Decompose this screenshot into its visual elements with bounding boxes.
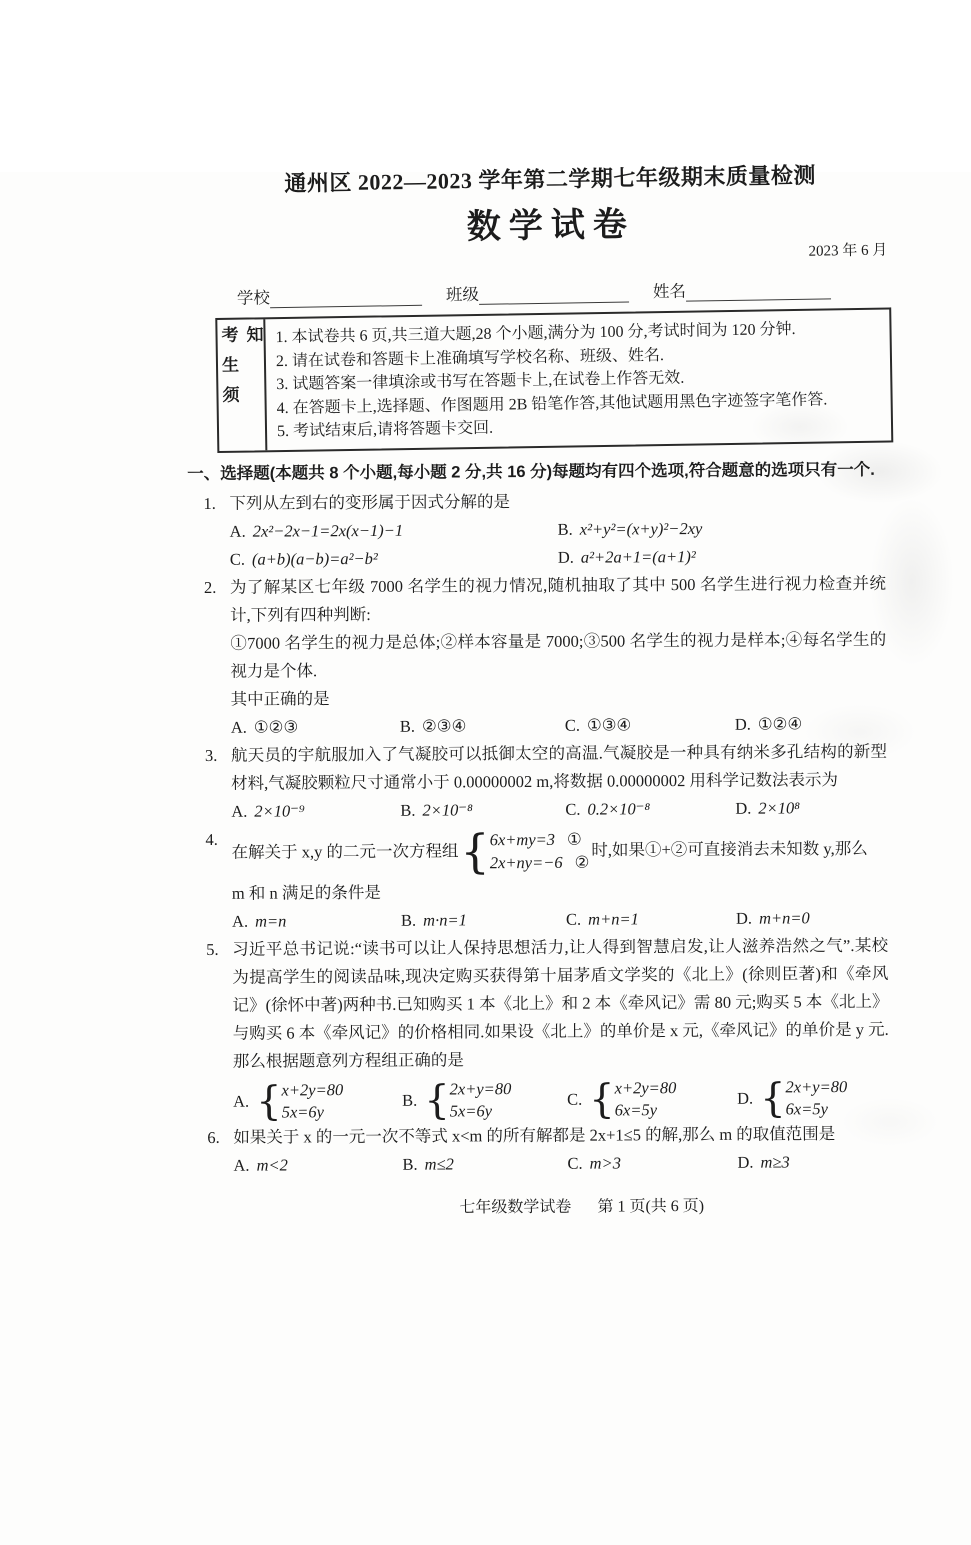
option-label: A. — [233, 1087, 249, 1115]
question-2-option-a — [231, 712, 400, 741]
system-brace: { — [424, 1080, 450, 1120]
notice-side-label — [217, 319, 267, 450]
equation-2-expr: 6x=5y — [786, 1098, 848, 1120]
candidate-notice-box — [215, 307, 893, 452]
question-5-options-row — [233, 1075, 889, 1123]
equation-1-expr: 6x+my=3 — [490, 827, 555, 850]
paper-header-block — [0, 160, 970, 456]
question-2-judgments: ①7000 名学生的视力是总体;②样本容量是 7000;③500 名学生的视力是样本;④每名学生的视力是个体. — [230, 625, 886, 685]
option-value: m≤2 — [425, 1154, 454, 1173]
question-1-option-d — [558, 541, 886, 571]
question-5-option-a — [233, 1078, 402, 1123]
footer-page-info: 第 1 页(共 6 页) — [597, 1197, 704, 1215]
option-label: C. — [566, 909, 581, 928]
option-value: 2×10⁻⁸ — [422, 800, 472, 819]
question-5 — [232, 931, 889, 1123]
system-brace: { — [256, 1081, 282, 1121]
question-1 — [229, 485, 886, 573]
option-value: m+n=1 — [588, 909, 639, 928]
class-label: 班级 — [446, 281, 479, 306]
system-brace: { — [589, 1079, 615, 1119]
question-6-options-row — [233, 1147, 889, 1179]
question-5-number: 5. — [206, 935, 219, 963]
question-2-options-row — [231, 709, 887, 741]
question-4-option-c — [566, 904, 736, 933]
option-value: ①②③ — [254, 717, 299, 736]
option-value: ①②④ — [758, 714, 803, 733]
question-6-option-a — [233, 1150, 402, 1179]
option-label: D. — [736, 908, 752, 927]
system-brace: { — [760, 1078, 786, 1118]
system-equations — [615, 1077, 677, 1121]
header — [200, 161, 901, 270]
footer-doc-name: 七年级数学试卷 — [459, 1198, 571, 1216]
option-label: A. — [233, 1155, 249, 1174]
school-blank — [270, 286, 422, 308]
question-3-option-d — [735, 793, 887, 822]
option-value: m=n — [255, 911, 286, 930]
question-5-option-d — [737, 1075, 889, 1120]
question-4-option-d — [736, 903, 888, 932]
question-3-options-row — [231, 793, 887, 825]
system-equations — [281, 1079, 343, 1123]
question-2-prompt: 其中正确的是 — [231, 681, 887, 713]
system-equations — [490, 827, 590, 874]
question-6-option-c — [567, 1148, 737, 1177]
notice-item-3: 3. 试题答案一律填涂或书写在答题卡上,在试卷上作答无效. — [276, 364, 827, 396]
question-5-option-c — [567, 1076, 737, 1121]
option-label: A. — [231, 717, 247, 736]
student-info-row — [237, 275, 877, 309]
option-label: A. — [231, 801, 247, 820]
question-2-stem: 为了解某区七年级 7000 名学生的视力情况,随机抽取了其中 500 名学生进行视力检查并统计,下列有四种判断: — [230, 569, 886, 629]
equation-2-expr: 5x=6y — [450, 1100, 512, 1122]
question-2 — [230, 569, 887, 741]
option-label: C. — [230, 549, 245, 568]
question-4-stem-before: 在解关于 x,y 的二元一次方程组 — [231, 837, 458, 866]
option-value: m·n=1 — [423, 910, 467, 929]
option-label: C. — [565, 799, 580, 818]
option-label: B. — [400, 800, 415, 819]
equation-2-expr: 2x+ny=−6 — [490, 850, 563, 873]
equation-1-tag: ① — [567, 827, 582, 850]
question-4-option-a — [232, 906, 401, 935]
system-equations — [785, 1076, 847, 1120]
option-value: ①③④ — [587, 715, 632, 734]
questions-list — [229, 485, 889, 1179]
question-4-stem-row — [231, 821, 887, 879]
exam-subtitle: 数学试卷 — [200, 192, 901, 252]
question-4-options-row — [232, 903, 888, 935]
question-1-options-row-1 — [230, 513, 886, 545]
exam-title: 通州区 2022—2023 学年第二学期七年级期末质量检测 — [200, 161, 900, 198]
option-label: B. — [402, 1154, 417, 1173]
option-value: x²+y²=(x+y)²−2xy — [580, 518, 703, 538]
notice-side-label-text: 考生须知 — [215, 325, 267, 444]
option-label: D. — [737, 1084, 753, 1112]
question-1-option-b — [558, 513, 886, 543]
question-6-number: 6. — [207, 1123, 220, 1151]
option-label: A. — [232, 911, 248, 930]
equation-1-expr: x+2y=80 — [281, 1079, 343, 1101]
option-value: ②③④ — [422, 716, 467, 735]
option-value: m≥3 — [760, 1152, 789, 1171]
equation-2-expr: 5x=6y — [282, 1101, 344, 1123]
question-6-stem: 如果关于 x 的一元一次不等式 x<m 的所有解都是 2x+1≤5 的解,那么 m 的取值范围是 — [233, 1119, 889, 1151]
name-label: 姓名 — [653, 278, 686, 303]
section-one-heading: 一、选择题(本题共 8 个小题,每小题 2 分,共 16 分)每题均有四个选项,符合题意的选项只有一个. — [187, 457, 887, 485]
question-3-option-b — [400, 795, 565, 824]
option-value: 2x²−2x−1=2x(x−1)−1 — [253, 520, 404, 540]
option-value: 2×10⁸ — [758, 798, 800, 817]
question-1-option-c — [230, 543, 558, 573]
equation-2-expr: 6x=5y — [615, 1099, 677, 1121]
question-3-stem: 航天员的宇航服加入了气凝胶可以抵御太空的高温.气凝胶是一种具有纳米多孔结构的新型材料,气凝胶颗粒尺寸通常小于 0.00000002 m,将数据 0.00000002 用科学记数法表示为 — [231, 737, 887, 797]
question-1-stem: 下列从左到右的变形属于因式分解的是 — [229, 485, 885, 517]
question-4-number: 4. — [205, 825, 218, 853]
option-value: (a+b)(a−b)=a²−b² — [252, 548, 378, 568]
option-value: m+n=0 — [759, 908, 810, 927]
equation-1-expr: 2x+y=80 — [450, 1078, 512, 1100]
option-label: C. — [567, 1153, 582, 1172]
question-2-option-c — [565, 710, 735, 739]
question-6-option-d — [737, 1147, 889, 1176]
exam-date: 2023 年 6 月 — [201, 241, 901, 270]
option-value: m>3 — [590, 1153, 621, 1172]
question-1-number: 1. — [203, 489, 216, 517]
option-label: B. — [400, 716, 415, 735]
option-label: B. — [402, 1086, 417, 1114]
equation-1 — [490, 827, 590, 851]
notice-item-2: 2. 请在试卷和答题卡上准确填写学校名称、班级、姓名. — [276, 341, 827, 373]
school-label: 学校 — [237, 284, 270, 309]
question-3-option-a — [231, 796, 400, 825]
notice-items — [265, 310, 834, 449]
option-value: a²+2a+1=(a+1)² — [581, 546, 696, 566]
option-label: B. — [558, 519, 573, 538]
notice-item-1: 1. 本试卷共 6 页,共三道大题,28 个小题,满分为 100 分,考试时间为 120 分钟. — [275, 317, 826, 349]
question-6-option-b — [402, 1149, 567, 1178]
question-2-option-d — [735, 709, 887, 738]
question-2-number: 2. — [204, 573, 217, 601]
question-1-option-a — [230, 515, 558, 545]
option-label: C. — [565, 715, 580, 734]
paper-body-block — [0, 457, 971, 1220]
option-value: 2×10⁻⁹ — [254, 801, 304, 820]
equation-1-expr: x+2y=80 — [615, 1077, 677, 1099]
question-4-stem-line2: m 和 n 满足的条件是 — [232, 875, 888, 907]
option-label: A. — [230, 521, 246, 540]
notice-item-4: 4. 在答题卡上,选择题、作图题用 2B 铅笔作答,其他试题用黑色字迹签字笔作答. — [277, 388, 828, 420]
system-brace: { — [460, 828, 490, 874]
question-6 — [233, 1119, 889, 1179]
question-5-stem: 习近平总书记说:“读书可以让人保持思想活力,让人得到智慧启发,让人滋养浩然之气”.某校为提高学生的阅读品味,现决定购买获得第十届茅盾文学奖的《北上》(徐则臣著)和《牵风记》(徐怀中著)两种书.已知购买 1 本《北上》和 2 本《牵风记》需 80 元;购买 5 本《北上》与购买 6 本《牵风记》的价格相同.如果设《北上》的单价是 x 元,《牵风记》的单价是 y 元.那么根据题意列方程组正确的是 — [232, 931, 889, 1075]
question-2-option-b — [400, 711, 565, 740]
equation-2 — [490, 850, 590, 874]
question-5-option-b — [402, 1077, 567, 1122]
equation-2-tag: ② — [575, 850, 590, 873]
question-3-option-c — [565, 794, 735, 823]
question-4 — [231, 821, 888, 935]
equation-1-expr: 2x+y=80 — [785, 1076, 847, 1098]
option-label: D. — [737, 1152, 753, 1171]
question-4-option-b — [401, 905, 566, 934]
exam-paper-page — [0, 172, 971, 1545]
option-label: D. — [558, 547, 574, 566]
system-equations — [450, 1078, 512, 1122]
question-3-number: 3. — [205, 741, 218, 769]
class-blank — [479, 283, 629, 305]
name-blank — [686, 279, 831, 301]
option-label: C. — [567, 1085, 582, 1113]
equation-system — [460, 827, 589, 874]
option-label: D. — [735, 798, 751, 817]
page-footer — [254, 1191, 910, 1218]
question-1-options-row-2 — [230, 541, 886, 573]
option-value: 0.2×10⁻⁸ — [587, 799, 650, 818]
notice-item-5: 5. 考试结束后,请将答题卡交回. — [277, 411, 828, 443]
question-4-stem-after: 时,如果①+②可直接消去未知数 y,那么 — [591, 834, 868, 864]
option-label: B. — [401, 910, 416, 929]
option-label: D. — [735, 714, 751, 733]
question-3 — [231, 737, 888, 825]
option-value: m<2 — [256, 1155, 287, 1174]
